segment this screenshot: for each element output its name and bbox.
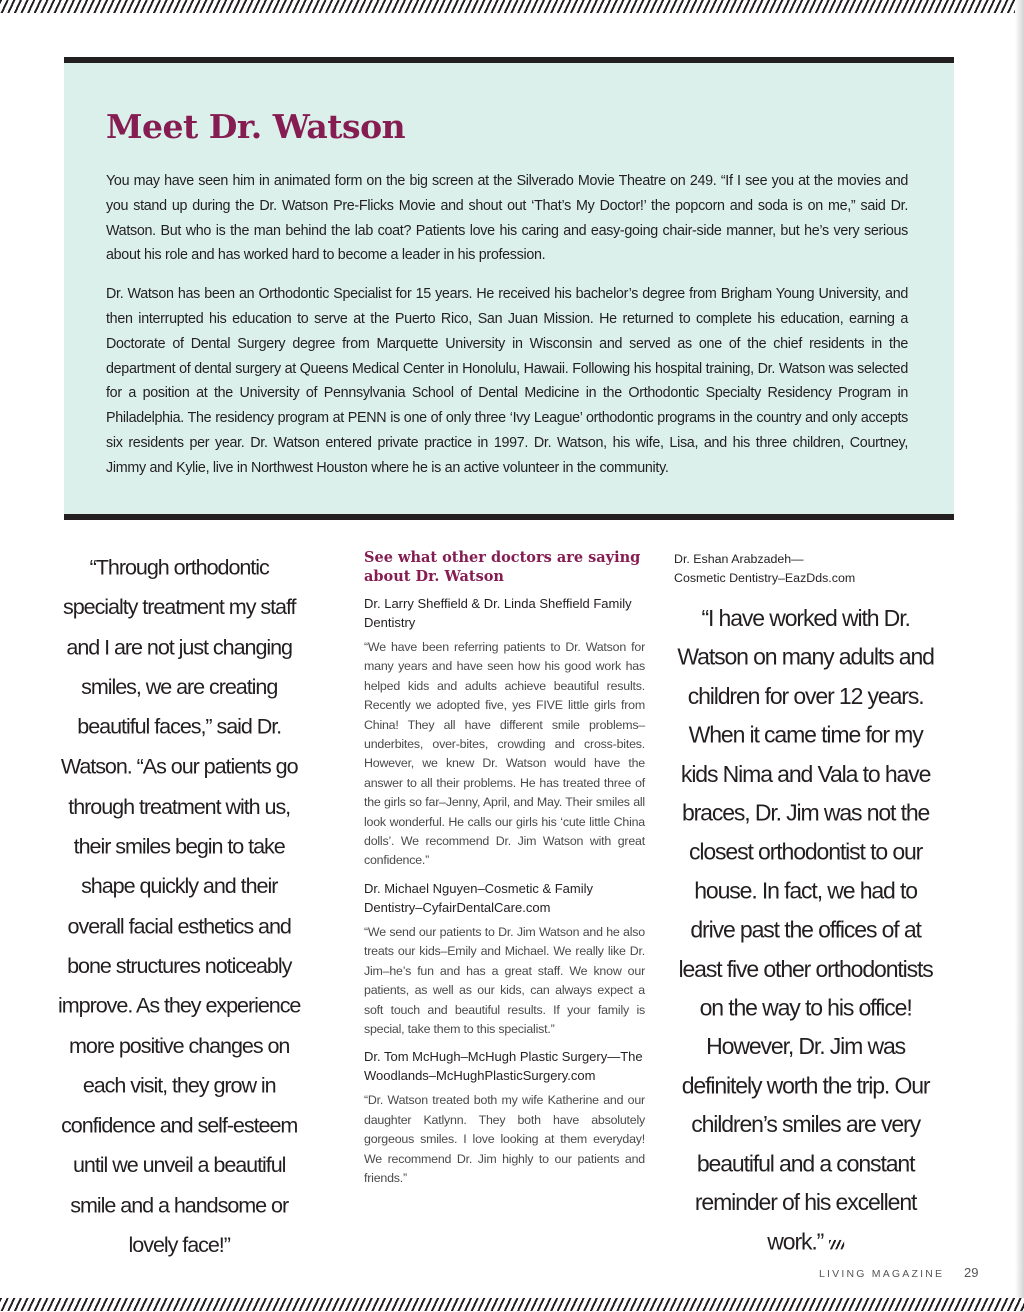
testimonial-author: Dr. Tom McHugh–McHugh Plastic Surgery—The Woodlands–McHughPlasticSurgery.com (364, 1049, 643, 1084)
right-testimonial (674, 550, 937, 1261)
right-testimonial-author (674, 550, 937, 587)
page-edge-shadow (1015, 0, 1024, 1312)
testimonial-quote: “We have been referring patients to Dr. Watson for many years and have seen how his good work has helped kids and adults achieve beautiful results. Recently we adopted five, yes FIVE little girls from China! They all have different smile problems–underbites, over-bites, crowding and cross-bites. However, we knew Dr. Watson would have the answer to all their problems. He has treated three of the girls so far–Jenny, April, and May. Their smiles all look wonderful. He calls our girls his ‘cute little China dolls’. We recommend Dr. Jim Watson with great confidence.” (364, 640, 645, 868)
footer-magazine-name: LIVING MAGAZINE (819, 1268, 945, 1280)
testimonials-column (364, 548, 645, 1196)
top-hatch-border (0, 0, 1024, 13)
testimonial-quote: “We send our patients to Dr. Jim Watson and he also treats our kids–Emily and Michael. We really like Dr. Jim–he’s fun and has a great staff. We know our patients, as well as our kids, can always expect a soft touch and beautiful results. If your family is special, take them to this specialist.” (364, 924, 645, 1036)
right-testimonial-quote-block (674, 600, 937, 1262)
right-author-line-1: Dr. Eshan Arabzadeh— (674, 551, 804, 566)
footer-page-number: 29 (964, 1265, 979, 1280)
pull-quote: “Through orthodontic specialty treatment my staff and I are not just changing smiles, we are creating beautiful faces,” said Dr. Watson. “As our patients go through treatment with us, their smiles begin to take shape quickly and their overall facial esthetics and bone structures noticeably improve. As they experience more positive changes on each visit, they grow in confidence and self-esteem until we unveil a beautiful smile and a handsome or lovely face!” (58, 555, 301, 1258)
intro-box (64, 57, 954, 520)
intro-title: Meet Dr. Watson (106, 107, 406, 146)
testimonial-quote: “Dr. Watson treated both my wife Katherine and our daughter Katlynn. They both have absolutely gorgeous smiles. I love looking at them everyday! We recommend Dr. Jim highly to our patients and friends.” (364, 1093, 645, 1185)
intro-paragraph-1: You may have seen him in animated form on the big screen at the Silverado Movie Theatre on 249. “If I see you at the movies and you stand up during the Dr. Watson Pre-Flicks Movie and shout out ‘That’s My Doctor!’ the popcorn and soda is on me,” said Dr. Watson. But who is the man behind the lab coat? Patients love his caring and easy-going chair-side manner, but he’s very serious about his role and has worked hard to become a leader in his profession. (106, 173, 908, 264)
intro-paragraph-2: Dr. Watson has been an Orthodontic Specialist for 15 years. He received his bachelor’s degree from Brigham Young University, and then interrupted his education to serve at the Puerto Rico, San Juan Mission. He returned to complete his education, earning a Doctorate of Dental Surgery degree from Marquette University in Wisconsin and served as one of the chief residents in the department of dental surgery at Queens Medical Center in Honolulu, Hawaii. Following his hospital training, Dr. Watson was selected for a position at the University of Pennsylvania School of Dental Medicine in the Orthodontic Specialty Residency Program in Philadelphia. The residency program at PENN is one of only three ‘Ivy League’ orthodontic programs in the country and only accepts six residents per year. Dr. Watson entered private practice in 1997. Dr. Watson, his wife, Lisa, and his three children, Courtney, Jimmy and Kylie, live in Northwest Houston where he is an active volunteer in the community. (106, 286, 908, 476)
testimonials-heading: See what other doctors are saying about Dr. Watson (364, 549, 641, 585)
right-testimonial-quote: “I have worked with Dr. Watson on many adults and children for over 12 years. When it came time for my kids Nima and Vala to have braces, Dr. Jim was not the closest orthodontist to our house. In fact, we had to drive past the offices of at least five other orthodontists on the way to his office! However, Dr. Jim was definitely worth the trip. Our children’s smiles are very beautiful and a constant reminder of his excellent work.” (677, 606, 934, 1255)
bottom-hatch-border (0, 1298, 1024, 1311)
testimonial-author: Dr. Michael Nguyen–Cosmetic & Family Dentistry–CyfairDentalCare.com (364, 880, 594, 915)
right-author-line-2: Cosmetic Dentistry–EazDds.com (674, 570, 856, 585)
testimonial-author: Dr. Larry Sheffield & Dr. Linda Sheffield Family Dentistry (364, 596, 632, 630)
end-mark-icon (829, 1239, 844, 1248)
